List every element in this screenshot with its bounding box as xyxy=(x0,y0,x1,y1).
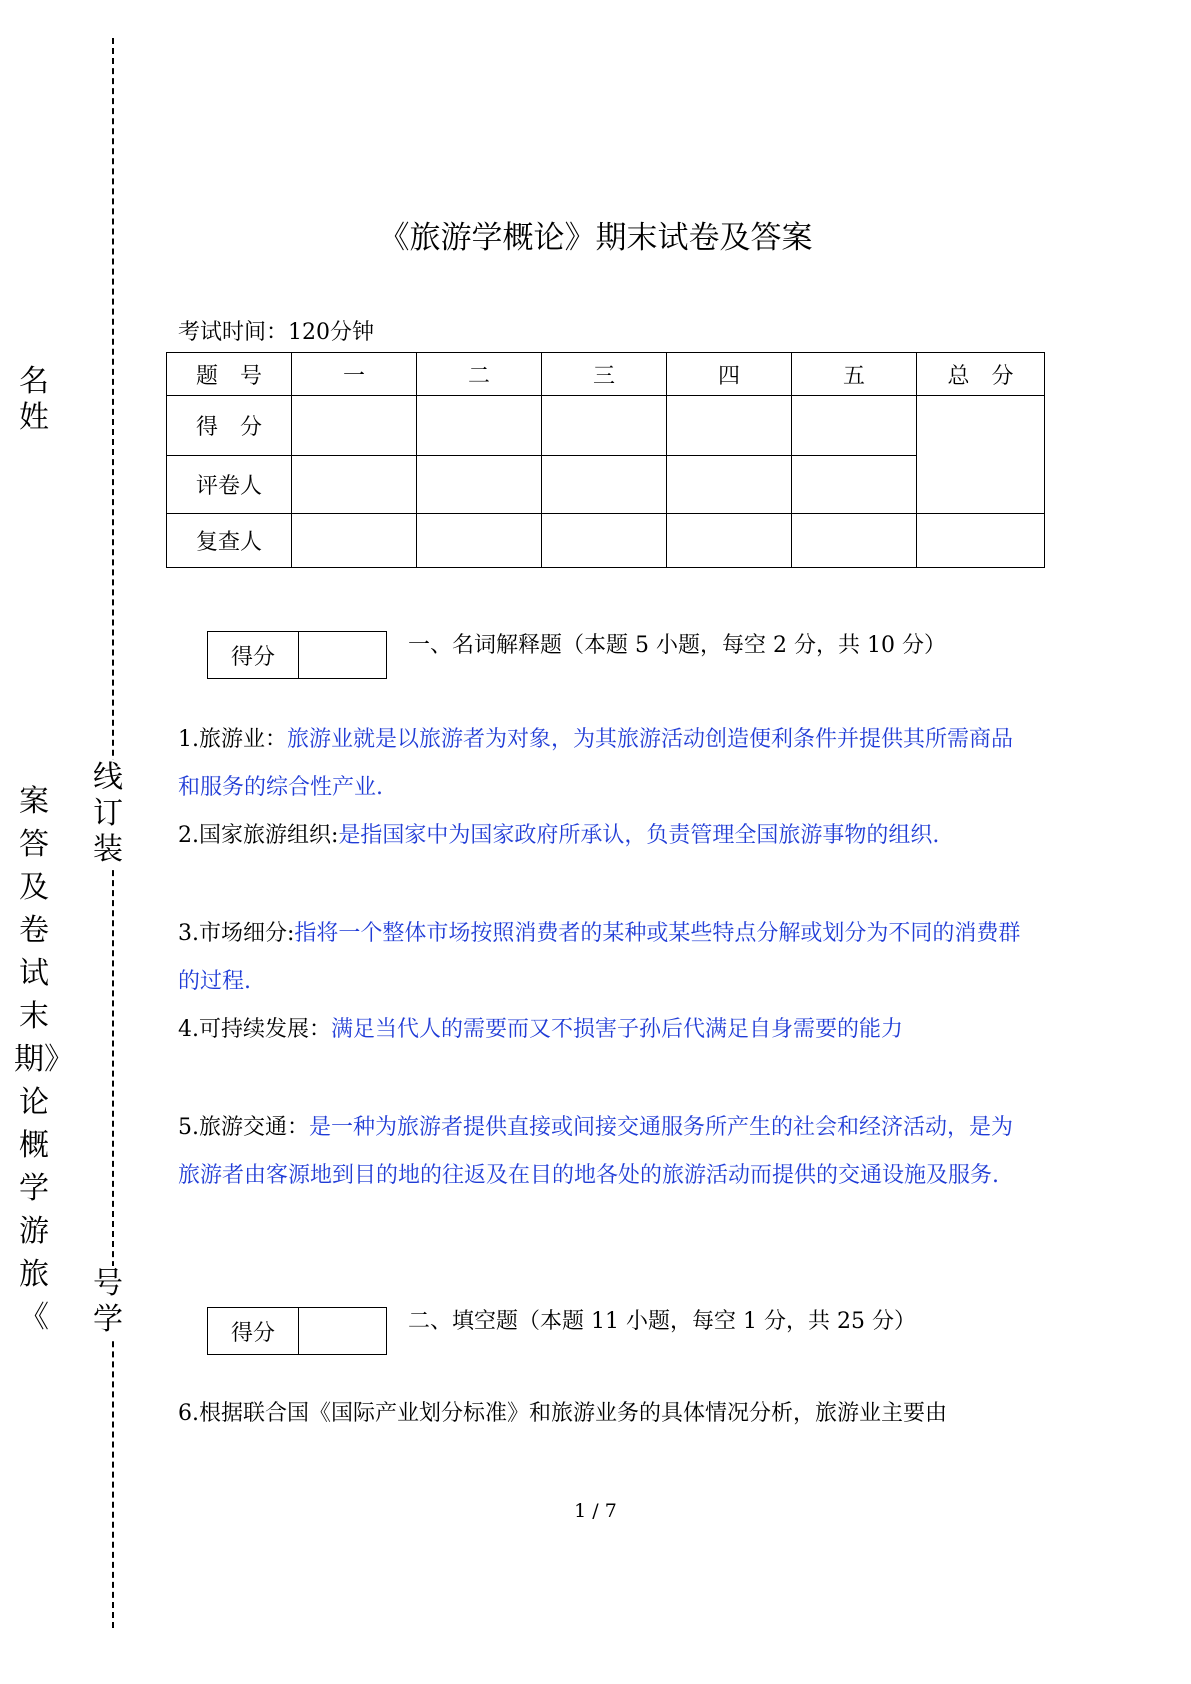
vertical-exam-title: 案答及卷试末期》论概学游旅《 xyxy=(14,780,54,1339)
section-score-field[interactable] xyxy=(299,632,386,678)
score-cell[interactable] xyxy=(792,396,917,456)
question-item xyxy=(178,1104,1028,1200)
reviewer-cell[interactable] xyxy=(542,514,667,568)
section-heading: 二、填空题（本题 11 小题，每空 1 分，共 25 分） xyxy=(408,1309,916,1334)
question-item xyxy=(178,1390,1028,1438)
header-cell: 三 xyxy=(542,353,667,396)
reviewer-cell[interactable] xyxy=(667,514,792,568)
score-table xyxy=(166,352,1045,568)
grader-cell[interactable] xyxy=(667,456,792,514)
page-number: 1 / 7 xyxy=(574,1500,617,1522)
grader-cell[interactable] xyxy=(542,456,667,514)
student-id-label: 号学 xyxy=(88,1266,128,1338)
question-item xyxy=(178,716,1028,812)
question-term: 1.旅游业： xyxy=(178,727,287,752)
question-item xyxy=(178,1006,1028,1054)
row-label: 评卷人 xyxy=(167,456,292,514)
binding-label: 线订装 xyxy=(88,760,128,868)
question-term: 3.市场细分: xyxy=(178,921,295,946)
reviewer-cell[interactable] xyxy=(917,514,1045,568)
section-score-label: 得分 xyxy=(208,632,299,678)
section-heading: 一、名词解释题（本题 5 小题，每空 2 分，共 10 分） xyxy=(408,633,946,658)
reviewer-cell[interactable] xyxy=(792,514,917,568)
page-title: 《旅游学概论》期末试卷及答案 xyxy=(378,220,813,256)
section-score-box xyxy=(207,631,387,679)
grader-cell[interactable] xyxy=(792,456,917,514)
question-term: 6.根据联合国《国际产业划分标准》和旅游业务的具体情况分析，旅游业主要由 xyxy=(178,1401,947,1426)
grader-cell[interactable] xyxy=(292,456,417,514)
reviewer-cell[interactable] xyxy=(292,514,417,568)
question-answer: 指将一个整体市场按照消费者的某种或某些特点分解或划分为不同的消费群的过程. xyxy=(178,921,1021,994)
question-answer: 旅游业就是以旅游者为对象，为其旅游活动创造便利条件并提供其所需商品和服务的综合性产业. xyxy=(178,727,1014,800)
table-row xyxy=(167,456,1045,514)
score-cell[interactable] xyxy=(667,396,792,456)
row-label: 得 分 xyxy=(167,396,292,456)
question-item xyxy=(178,910,1028,1006)
question-item xyxy=(178,812,1028,860)
header-cell: 题 号 xyxy=(167,353,292,396)
section-score-field[interactable] xyxy=(299,1308,386,1354)
name-label: 名姓 xyxy=(14,364,54,436)
question-term: 5.旅游交通： xyxy=(178,1115,309,1140)
section-score-label: 得分 xyxy=(208,1308,299,1354)
section-score-box xyxy=(207,1307,387,1355)
question-answer: 满足当代人的需要而又不损害子孙后代满足自身需要的能力 xyxy=(331,1017,904,1042)
header-cell: 四 xyxy=(667,353,792,396)
score-cell[interactable] xyxy=(292,396,417,456)
table-header-row xyxy=(167,353,1045,396)
question-term: 2.国家旅游组织: xyxy=(178,823,339,848)
grader-cell[interactable] xyxy=(417,456,542,514)
header-cell: 五 xyxy=(792,353,917,396)
header-cell: 一 xyxy=(292,353,417,396)
total-score-cell[interactable] xyxy=(917,396,1045,514)
header-cell: 总 分 xyxy=(917,353,1045,396)
row-label: 复查人 xyxy=(167,514,292,568)
question-term: 4.可持续发展： xyxy=(178,1017,331,1042)
table-row xyxy=(167,396,1045,456)
header-cell: 二 xyxy=(417,353,542,396)
question-answer: 是一种为旅游者提供直接或间接交通服务所产生的社会和经济活动，是为旅游者由客源地到目的地的往返及在目的地各处的旅游活动而提供的交通设施及服务. xyxy=(178,1115,1014,1188)
reviewer-cell[interactable] xyxy=(417,514,542,568)
score-cell[interactable] xyxy=(542,396,667,456)
table-row xyxy=(167,514,1045,568)
score-cell[interactable] xyxy=(417,396,542,456)
exam-time: 考试时间：120分钟 xyxy=(178,320,374,345)
question-answer: 是指国家中为国家政府所承认，负责管理全国旅游事物的组织. xyxy=(338,823,940,848)
